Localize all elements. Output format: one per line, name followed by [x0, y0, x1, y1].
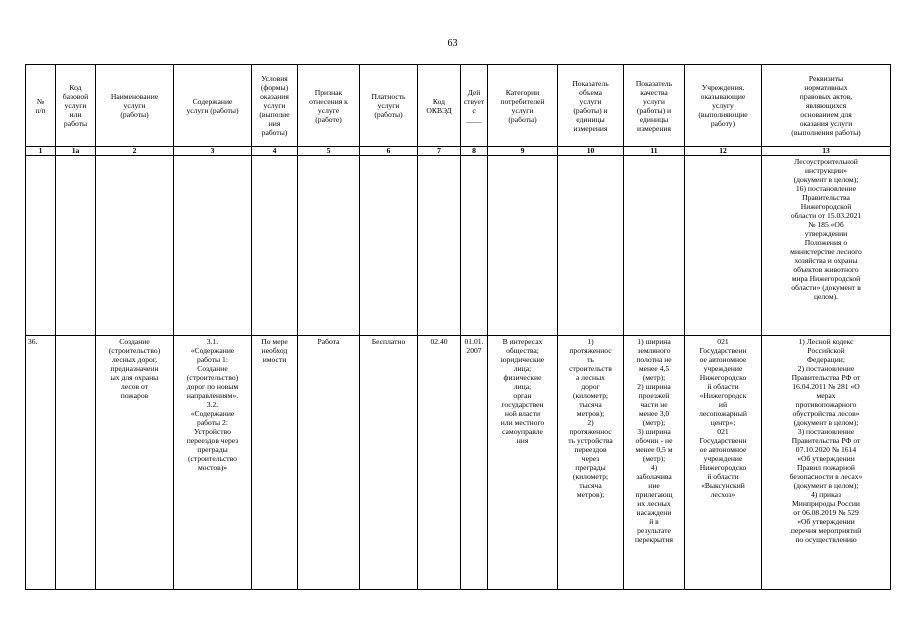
consumers-cell: В интересах общества; юридические лица; физические лица; орган государствен ной власти или местного самоуправле ния [488, 336, 558, 590]
effective-date-cell: 01.01. 2007 [461, 336, 488, 590]
table-row [26, 336, 891, 590]
header-cell: Показатель качества услуги (работы) и единицы измерения [624, 65, 685, 147]
header-row [26, 65, 891, 147]
quality-indicator-cell: 1) ширина земляного полотна не менее 4,5 (метр); 2) ширина проезжей части не менее 3,0 (метр); 3) ширина обочин - не менее 0,5 м (метр); 4) заболачива ние прилегающ их лесных насаждени й в результате перекрытия [624, 336, 685, 590]
column-number: 13 [762, 147, 891, 156]
header-cell: Категории потребителей услуги (работы) [488, 65, 558, 147]
header-cell: Код базовой услуги или работы [56, 65, 96, 147]
payment-cell: Бесплатно [360, 336, 418, 590]
continuation-row [26, 156, 891, 336]
table-cell [26, 156, 56, 336]
table-cell [56, 156, 96, 336]
column-number: 4 [252, 147, 298, 156]
table-cell [174, 156, 252, 336]
column-number: 1 [26, 147, 56, 156]
table-cell [418, 156, 461, 336]
table-cell [488, 156, 558, 336]
table-cell [461, 156, 488, 336]
column-number: 2 [96, 147, 174, 156]
services-register-table [25, 64, 891, 590]
table-cell [298, 156, 360, 336]
column-number: 7 [418, 147, 461, 156]
column-number: 11 [624, 147, 685, 156]
column-number: 8 [461, 147, 488, 156]
table-cell [96, 156, 174, 336]
header-cell: № п/п [26, 65, 56, 147]
column-number: 3 [174, 147, 252, 156]
table-cell [252, 156, 298, 336]
column-number: 10 [558, 147, 624, 156]
header-cell: Учреждения, оказывающие услугу (выполняющие работу) [685, 65, 762, 147]
base-code-cell [56, 336, 96, 590]
conditions-cell: По мере необход имости [252, 336, 298, 590]
legal-acts-cell: Лесоустроительной инструкции» (документ в целом); 16) постановление Правительства Нижегородской области от 15.03.2021 № 185 «Об утверждении Положения о министерстве лесного хозяйства и охраны объектов животного мира Нижегородской области» (документ в целом). [762, 156, 891, 336]
legal-acts-cell: 1) Лесной кодекс Российской Федерации; 2) постановление Правительства РФ от 16.04.2011 № 281 «О мерах противопожарного обустройства лесов» (документ в целом); 3) постановление Правительства РФ от 07.10.2020 № 1614 «Об утверждении Правил пожарной безопасности в лесах» (документ в целом); 4) приказ Минприроды России от 06.08.2019 № 529 «Об утверждении перечня мероприятий по осуществлению [762, 336, 891, 590]
header-cell: Показатель объема услуги (работы) и единицы измерения [558, 65, 624, 147]
table-cell [685, 156, 762, 336]
column-number: 5 [298, 147, 360, 156]
header-cell: Условия (формы) оказания услуги (выполне ния работы) [252, 65, 298, 147]
table-cell [558, 156, 624, 336]
header-cell: Платность услуги (работы) [360, 65, 418, 147]
header-cell: Содержание услуги (работы) [174, 65, 252, 147]
header-cell: Реквизиты нормативных правовых актов, являющихся основанием для оказания услуги (выполнения работы) [762, 65, 891, 147]
column-number: 1а [56, 147, 96, 156]
okved-cell: 02.40 [418, 336, 461, 590]
column-number: 9 [488, 147, 558, 156]
table-cell [624, 156, 685, 336]
column-number-row [26, 147, 891, 156]
column-number: 12 [685, 147, 762, 156]
service-content-cell: 3.1. «Содержание работы 1: Создание (строительство) дорог по новым направлениям». 3.2. «Содержание работы 2: Устройство переездов через преграды (строительство мостов)» [174, 336, 252, 590]
header-cell: Признак отнесения к услуге (работе) [298, 65, 360, 147]
volume-indicator-cell: 1) протяженнос ть строительств а лесных дорог (километр; тысяча метров); 2) протяженнос ть устройства переездов через преграды (километр; тысяча метров); [558, 336, 624, 590]
institutions-cell: 021 Государственн ое автономное учреждение Нижегородско й области «Нижегородск ий лесопожарный центр»; 021 Государственн ое автономное учреждение Нижегородско й области «Выксунский лесхоз» [685, 336, 762, 590]
row-number: 36. [26, 336, 56, 590]
header-cell: Наименование услуги (работы) [96, 65, 174, 147]
page-number: 63 [447, 38, 458, 49]
attribute-cell: Работа [298, 336, 360, 590]
column-number: 6 [360, 147, 418, 156]
header-cell: Код ОКВЭД [418, 65, 461, 147]
header-cell: Дей ствует с ____ [461, 65, 488, 147]
service-name-cell: Создание (строительство) лесных дорог, предназначенн ых для охраны лесов от пожаров [96, 336, 174, 590]
table-cell [360, 156, 418, 336]
